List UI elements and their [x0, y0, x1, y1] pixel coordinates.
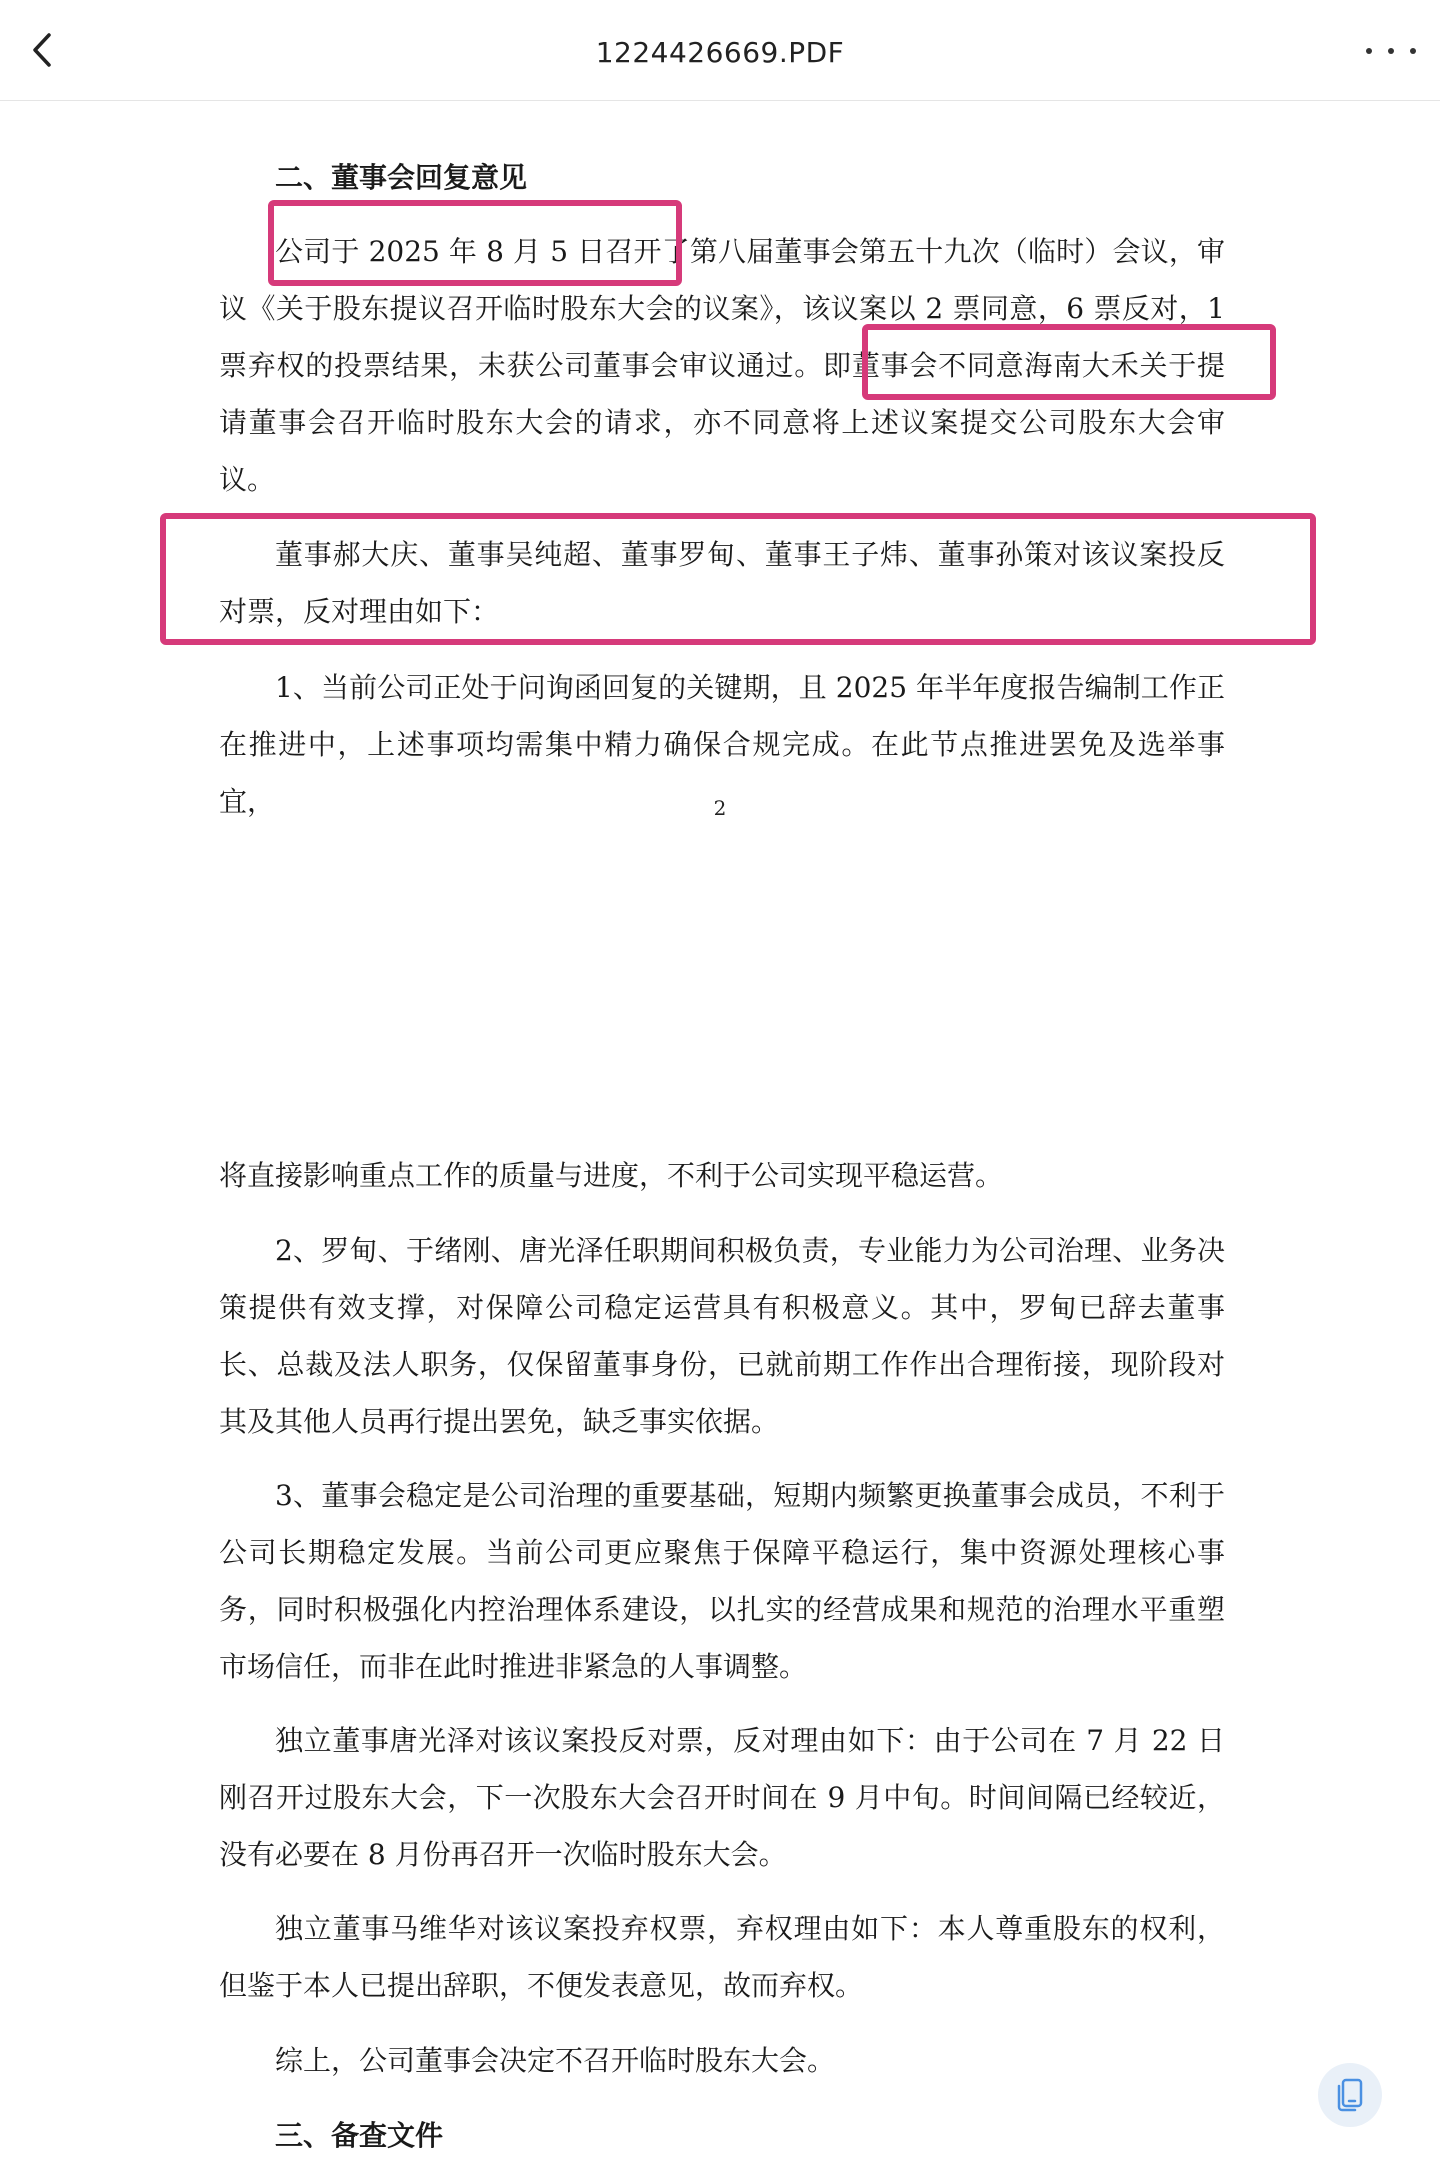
paragraph-reason-1: 1、当前公司正处于问询函回复的关键期，且 2025 年半年度报告编制工作正在推进中，上述事项均需集中精力确保合规完成。在此节点推进罢免及选举事宜， [219, 671, 1225, 818]
top-bar [0, 0, 1440, 101]
paragraph-reason-1-continued: 将直接影响重点工作的质量与进度，不利于公司实现平稳运营。 [219, 1159, 1004, 1192]
more-dot-icon [1366, 48, 1372, 54]
floating-action-button[interactable] [1318, 2063, 1382, 2127]
paragraph-reason-2: 2、罗甸、于绪刚、唐光泽任职期间积极负责，专业能力为公司治理、业务决策提供有效支撑，对保障公司稳定运营具有积极意义。其中，罗甸已辞去董事长、总裁及法人职务，仅保留董事身份，已就前期工作作出合理衔接，现阶段对其及其他人员再行提出罢免，缺乏事实依据。 [219, 1234, 1225, 1438]
more-dot-icon [1410, 48, 1416, 54]
paragraph-independent-director-oppose: 独立董事唐光泽对该议案投反对票，反对理由如下：由于公司在 7 月 22 日刚召开过股东大会，下一次股东大会召开时间在 9 月中旬。时间间隔已经较近，没有必要在 8 月份再召开一次临时股东大会。 [219, 1724, 1225, 1871]
document-title: 1224426669.PDF [595, 36, 845, 69]
phone-copy-icon [1333, 2077, 1367, 2113]
more-dot-icon [1388, 48, 1394, 54]
paragraph-opposing-directors: 董事郝大庆、董事吴纯超、董事罗甸、董事王子炜、董事孙策对该议案投反对票，反对理由如下： [219, 538, 1225, 628]
paragraph-conclusion: 综上，公司董事会决定不召开临时股东大会。 [275, 2044, 836, 2077]
section-heading-board-reply: 二、董事会回复意见 [275, 161, 528, 194]
page-number: 2 [713, 796, 727, 820]
section-heading-reference-files: 三、备查文件 [275, 2119, 444, 2152]
paragraph-independent-director-abstain: 独立董事马维华对该议案投弃权票，弃权理由如下：本人尊重股东的权利，但鉴于本人已提出辞职，不便发表意见，故而弃权。 [219, 1912, 1225, 2002]
paragraph-reason-3: 3、董事会稳定是公司治理的重要基础，短期内频繁更换董事会成员，不利于公司长期稳定发展。当前公司更应聚焦于保障平稳运行，集中资源处理核心事务，同时积极强化内控治理体系建设，以扎实的经营成果和规范的治理水平重塑市场信任，而非在此时推进非紧急的人事调整。 [219, 1479, 1225, 1683]
more-options-button[interactable] [1366, 36, 1416, 66]
paragraph-meeting-result: 公司于 2025 年 8 月 5 日召开了第八届董事会第五十九次（临时）会议，审议《关于股东提议召开临时股东大会的议案》，该议案以 2 票同意，6 票反对，1 票弃权的投票结果，未获公司董事会审议通过。即董事会不同意海南大禾关于提请董事会召开临时股东大会的请求，亦不同意将上述议案提交公司股东大会审议。 [219, 235, 1225, 496]
